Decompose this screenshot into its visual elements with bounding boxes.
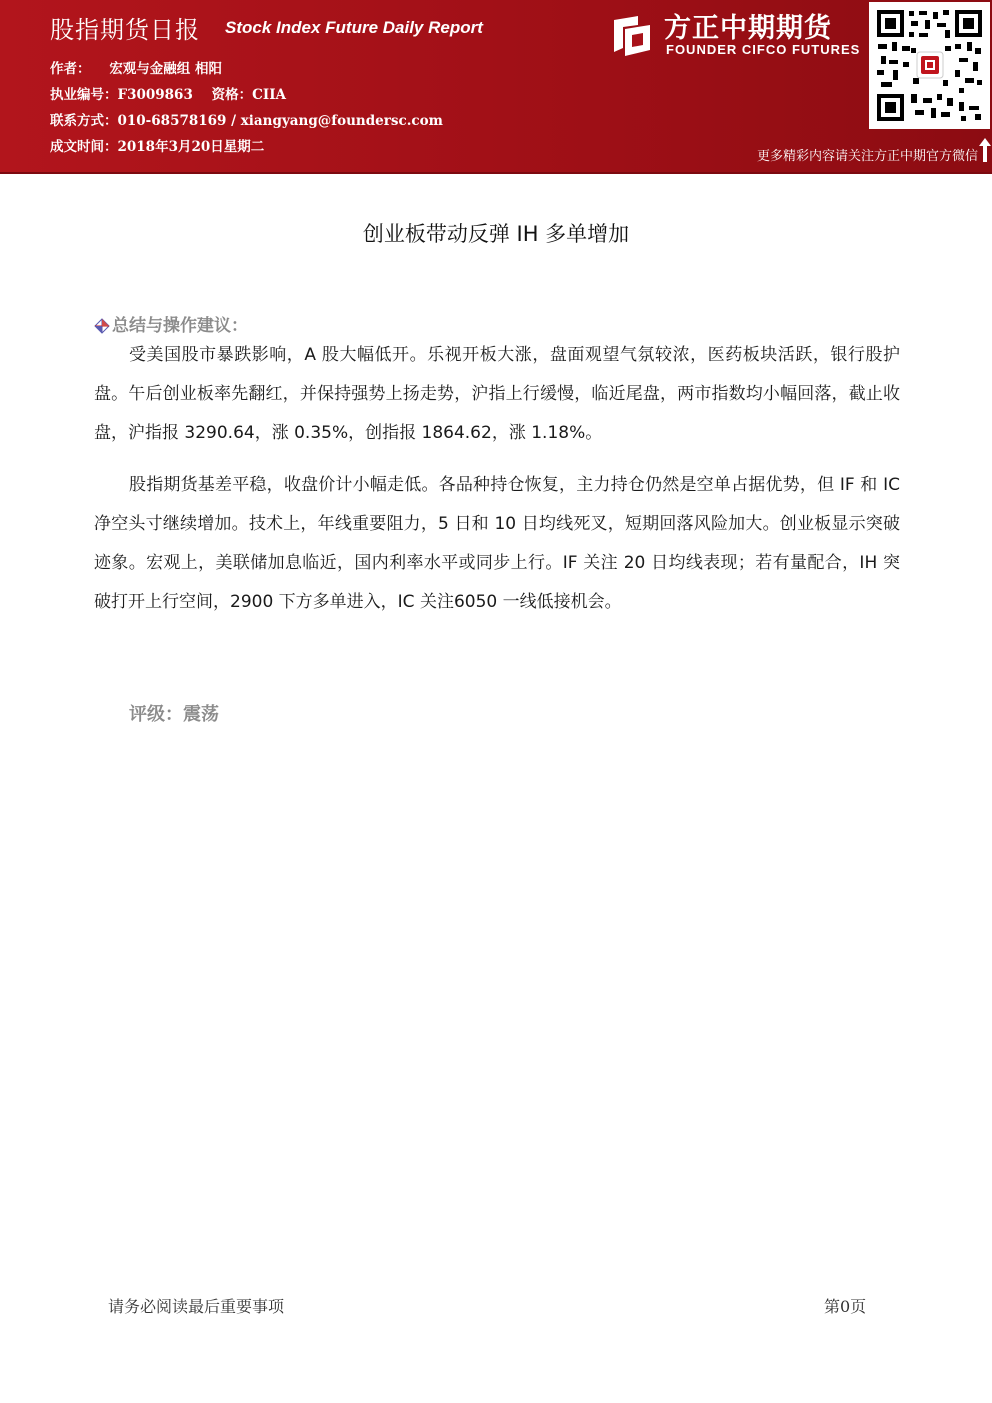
report-header	[0, 0, 992, 174]
report-headline: 创业板带动反弹 IH 多单增加	[362, 222, 630, 246]
license-label: 执业编号：	[50, 87, 118, 103]
license-value: F3009863	[117, 87, 193, 103]
license-line	[50, 83, 286, 103]
qr-code-icon	[875, 8, 984, 123]
logo-mark-icon	[608, 12, 656, 60]
arrow-up-icon	[979, 138, 991, 162]
summary-heading-text: 总结与操作建议：	[112, 316, 248, 336]
wechat-qr-code	[869, 2, 990, 129]
author-label: 作者：	[50, 61, 91, 77]
footer-disclaimer: 请务必阅读最后重要事项	[108, 1297, 285, 1316]
date-label: 成文时间：	[50, 139, 118, 155]
qualification-label: 资格：	[211, 87, 253, 103]
bullet-diamond-icon	[94, 318, 110, 334]
contact-label: 联系方式：	[50, 113, 118, 129]
author-line	[50, 57, 222, 77]
summary-heading	[94, 311, 248, 336]
report-title-en: Stock Index Future Daily Report	[225, 18, 483, 37]
page-number: 第0页	[824, 1297, 867, 1316]
rating-label: 评级：震荡	[129, 704, 219, 725]
author-value: 宏观与金融组 相阳	[109, 61, 223, 77]
qualification-value: CIIA	[252, 87, 287, 103]
contact-line	[50, 109, 443, 129]
summary-paragraph-1: 受美国股市暴跌影响，A 股大幅低开。乐视开板大涨，盘面观望气氛较浓，医药板块活跃，银行股护盘。午后创业板率先翻红，并保持强势上扬走势，沪指上行缓慢，临近尾盘，两市指数均小幅回落，截止收盘，沪指报 3290.64，涨 0.35%，创指报 1864.62，涨 1.18%。	[94, 345, 900, 443]
logo-text-en: FOUNDER CIFCO FUTURES	[666, 42, 861, 57]
contact-value[interactable]: 010-68578169 / xiangyang@foundersc.com	[117, 113, 443, 129]
report-title-cn: 股指期货日报	[50, 16, 200, 44]
summary-paragraph-2: 股指期货基差平稳，收盘价计小幅走低。各品种持仓恢复，主力持仓仍然是空单占据优势，但 IF 和 IC 净空头寸继续增加。技术上，年线重要阻力，5 日和 10 日均线死叉，短期回落风险加大。创业板显示突破迹象。宏观上，美联储加息临近，国内利率水平或同步上行。IF 关注 20 日均线表现；若有量配合，IH 突破打开上行空间，2900 下方多单进入，IC 关注6050 一线低接机会。	[94, 475, 900, 612]
date-value: 2018年3月20日星期二	[117, 139, 265, 155]
follow-wechat-text: 更多精彩内容请关注方正中期官方微信	[756, 149, 978, 164]
company-logo	[608, 6, 863, 62]
date-line	[50, 135, 264, 155]
logo-text-cn: 方正中期期货	[664, 13, 832, 44]
